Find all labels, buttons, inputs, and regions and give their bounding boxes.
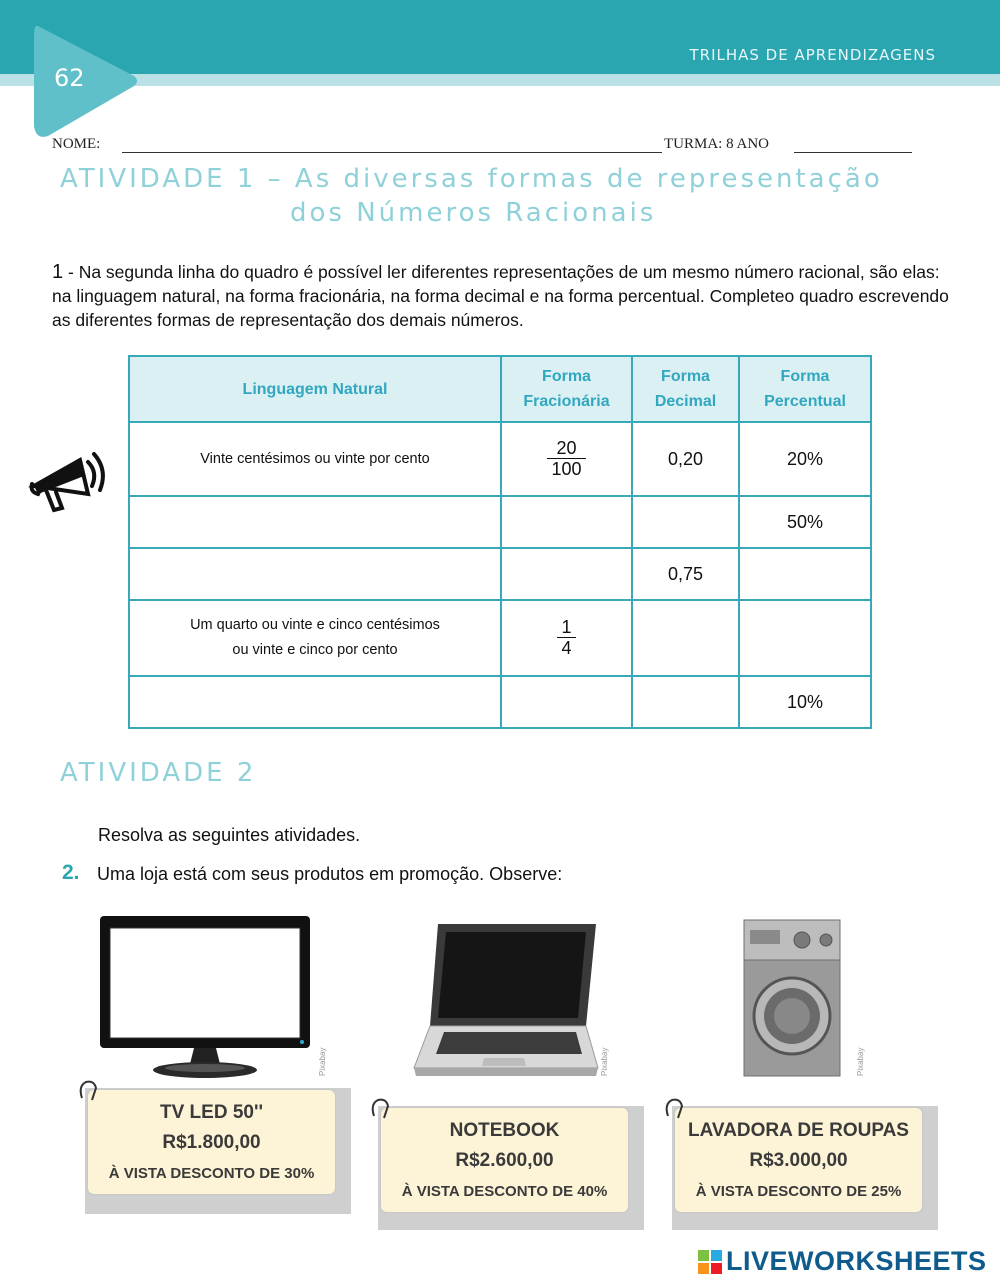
cell-fraction [501, 600, 632, 676]
cell-decimal-input[interactable] [632, 600, 739, 676]
fraction [557, 617, 575, 658]
image-credit: Pixabay [318, 1047, 327, 1076]
fraction-numerator: 1 [557, 617, 575, 638]
cell-natural [129, 600, 501, 676]
header-percent [739, 356, 871, 422]
table-row [129, 676, 871, 728]
header-fraction-line2: Fracionária [523, 393, 610, 410]
cell-decimal-input[interactable] [632, 676, 739, 728]
fraction-numerator: 20 [547, 438, 585, 459]
product-price: R$1.800,00 [162, 1132, 261, 1153]
fraction [547, 438, 585, 479]
header-decimal [632, 356, 739, 422]
activity1-title-line2: dos Números Racionais [290, 198, 657, 228]
cell-fraction-input[interactable] [501, 676, 632, 728]
cell-percent-input[interactable] [739, 600, 871, 676]
header-percent-line2: Percentual [764, 393, 846, 410]
header-decimal-line2: Decimal [654, 393, 717, 410]
name-label: NOME: [52, 136, 101, 152]
logo-badge-icon [698, 1250, 722, 1274]
cell-natural-input[interactable] [129, 496, 501, 548]
cell-fraction-input[interactable] [501, 548, 632, 600]
cell-percent-input[interactable] [739, 548, 871, 600]
washing-machine-icon [742, 918, 842, 1078]
header-fraction [501, 356, 632, 422]
natural-text-line1: Um quarto ou vinte e cinco centésimos [190, 617, 440, 633]
class-field[interactable] [794, 152, 912, 153]
header-percent-line1: Forma [780, 368, 830, 385]
activity1-title-line1: ATIVIDADE 1 – As diversas formas de representação [60, 164, 883, 194]
cell-percent: 50% [739, 496, 871, 548]
header-decimal-line1: Forma [661, 368, 710, 385]
product-discount: À VISTA DESCONTO DE 25% [695, 1183, 902, 1200]
paperclip-icon [662, 1096, 688, 1124]
logo-text: LIVEWORKSHEETS [726, 1246, 987, 1276]
header-fraction-line1: Forma [542, 368, 591, 385]
fraction-denominator: 4 [561, 638, 572, 658]
paperclip-icon [76, 1078, 102, 1106]
product-discount: À VISTA DESCONTO DE 30% [108, 1165, 315, 1182]
product-price: R$3.000,00 [749, 1150, 848, 1171]
image-credit: Pixabay [600, 1047, 609, 1076]
page-number-badge [32, 22, 140, 140]
price-tag-notebook [381, 1108, 628, 1212]
product-name: TV LED 50'' [159, 1102, 263, 1123]
series-title: TRILHAS DE APRENDIZAGENS [689, 46, 936, 64]
question2-number: 2. [62, 861, 80, 884]
representation-table [128, 355, 872, 729]
cell-decimal-input[interactable] [632, 496, 739, 548]
cell-decimal: 0,20 [632, 422, 739, 496]
header-band-accent [0, 74, 1000, 86]
question1-statement: - Na segunda linha do quadro é possível ler diferentes representações de um mesmo número racional, são elas: na linguagem natural, na forma fracionária, na forma decimal e na forma percentual. Completeo quadro escrevendo as diferentes formas de representação dos demais números. [52, 262, 949, 330]
question1-number: 1 [52, 261, 64, 283]
fraction-denominator: 100 [551, 459, 582, 479]
laptop-icon [410, 918, 600, 1080]
table-row [129, 422, 871, 496]
cell-percent: 20% [739, 422, 871, 496]
activity2-intro: Resolva as seguintes atividades. [98, 825, 361, 845]
megaphone-icon [28, 446, 108, 518]
header-natural: Linguagem Natural [129, 356, 501, 422]
table-header-row [129, 356, 871, 422]
cell-natural [129, 422, 501, 496]
tv-icon [98, 914, 312, 1080]
natural-text-line2: ou vinte e cinco por cento [232, 642, 398, 658]
table-row [129, 548, 871, 600]
cell-natural-input[interactable] [129, 548, 501, 600]
name-field[interactable] [122, 152, 662, 153]
product-discount: À VISTA DESCONTO DE 40% [401, 1183, 608, 1200]
image-credit: Pixabay [856, 1047, 865, 1076]
price-tag-tv [88, 1090, 335, 1194]
question1-text [52, 260, 952, 332]
activity2-title: ATIVIDADE 2 [60, 758, 257, 788]
cell-percent: 10% [739, 676, 871, 728]
product-price: R$2.600,00 [455, 1150, 554, 1171]
page-number: 62 [54, 64, 85, 92]
cell-fraction-input[interactable] [501, 496, 632, 548]
table-row [129, 496, 871, 548]
cell-decimal: 0,75 [632, 548, 739, 600]
product-name: LAVADORA DE ROUPAS [688, 1120, 909, 1141]
product-name: NOTEBOOK [449, 1120, 560, 1141]
class-label: TURMA: 8 ANO [664, 136, 770, 152]
paperclip-icon [368, 1096, 394, 1124]
price-tag-washer [675, 1108, 922, 1212]
cell-fraction [501, 422, 632, 496]
question2-text: Uma loja está com seus produtos em promoção. Observe: [97, 864, 563, 884]
table-row [129, 600, 871, 676]
cell-natural-input[interactable] [129, 676, 501, 728]
natural-text: Vinte centésimos ou vinte por cento [200, 450, 430, 467]
